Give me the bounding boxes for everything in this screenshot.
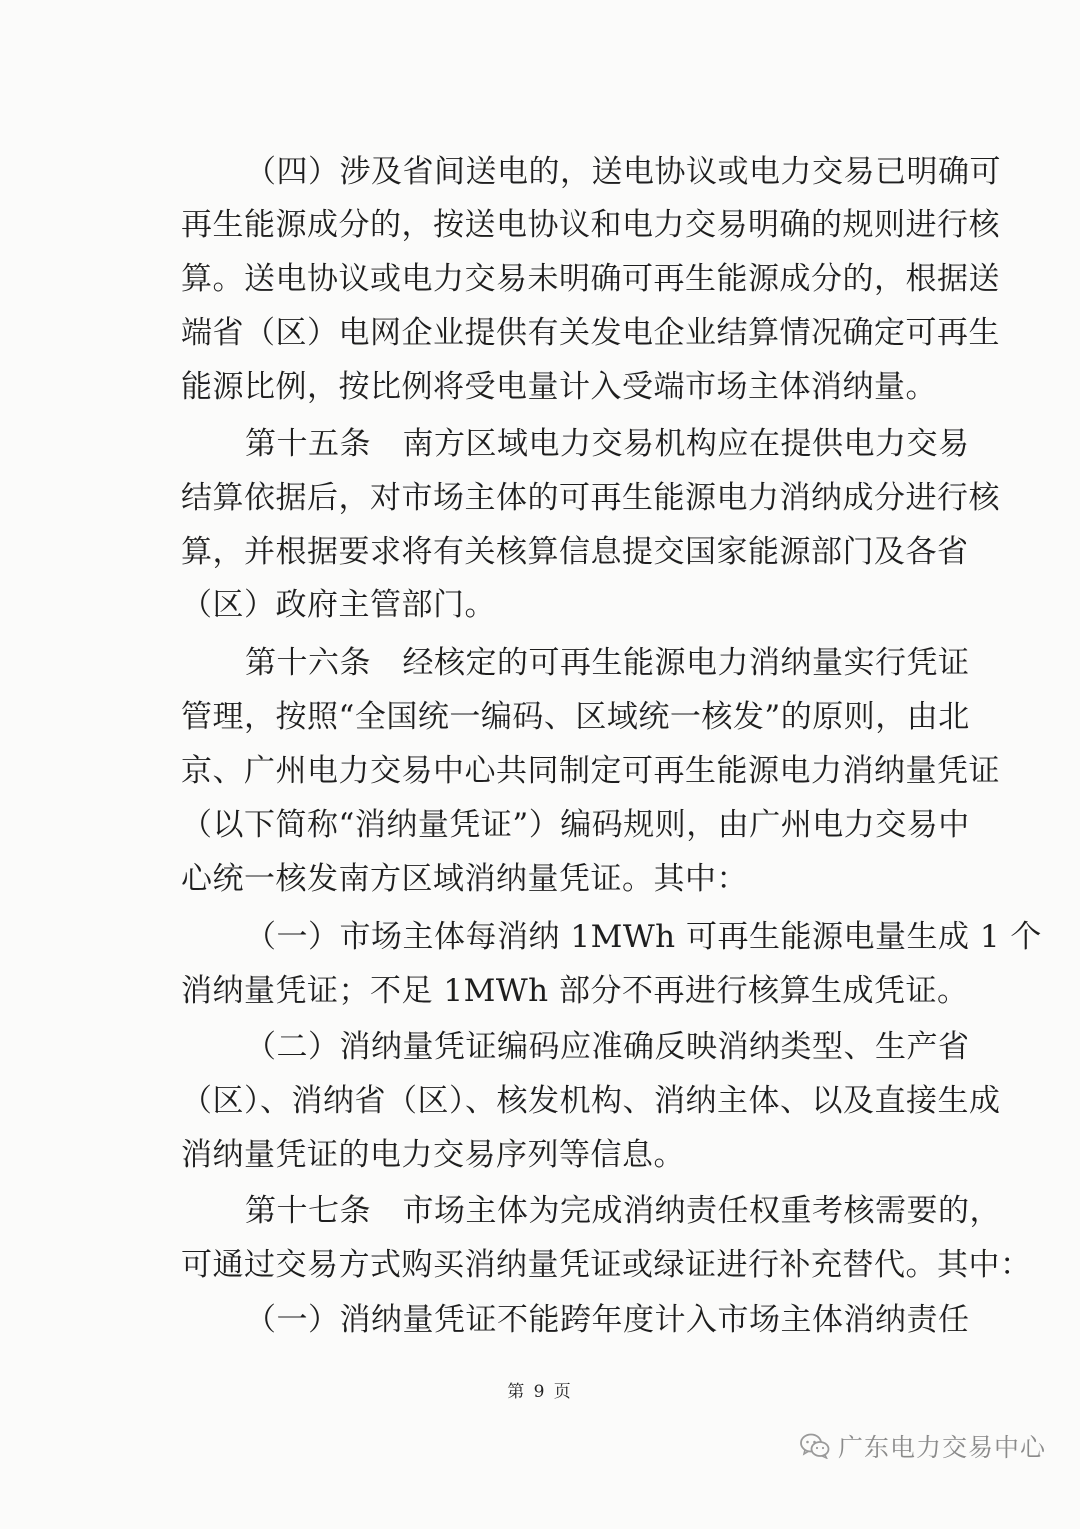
text-line: 心统一核发南方区域消纳量凭证。其中： xyxy=(181,861,748,897)
text-line: （以下简称“消纳量凭证”）编码规则，由广州电力交易中 xyxy=(181,807,970,843)
text-line: 结算依据后，对市场主体的可再生能源电力消纳成分进行核 xyxy=(181,480,1000,516)
text-line: （四）涉及省间送电的，送电协议或电力交易已明确可 xyxy=(245,154,1001,190)
watermark xyxy=(800,1426,1046,1466)
text-line: （一）消纳量凭证不能跨年度计入市场主体消纳责任 xyxy=(245,1302,970,1338)
text-line: 第十五条 南方区域电力交易机构应在提供电力交易 xyxy=(245,426,970,462)
text-line: （区）政府主管部门。 xyxy=(181,587,496,623)
text-line: 端省（区）电网企业提供有关发电企业结算情况确定可再生 xyxy=(181,315,1000,351)
wechat-icon xyxy=(800,1433,830,1459)
text-line: 算。送电协议或电力交易未明确可再生能源成分的，根据送 xyxy=(181,261,1000,297)
text-line: （一）市场主体每消纳 1MWh 可再生能源电量生成 1 个 xyxy=(245,919,1042,955)
text-line: 第十七条 市场主体为完成消纳责任权重考核需要的， xyxy=(245,1193,1001,1229)
text-line: （二）消纳量凭证编码应准确反映消纳类型、生产省 xyxy=(245,1029,970,1065)
text-line: 再生能源成分的，按送电协议和电力交易明确的规则进行核 xyxy=(181,207,1000,243)
text-line: （区）、消纳省（区）、核发机构、消纳主体、以及直接生成 xyxy=(181,1083,1001,1119)
watermark-text: 广东电力交易中心 xyxy=(838,1433,1047,1462)
text-line: 第十六条 经核定的可再生能源电力消纳量实行凭证 xyxy=(245,645,970,681)
text-line: 可通过交易方式购买消纳量凭证或绿证进行补充替代。其中： xyxy=(181,1247,1032,1283)
page-number: 第 9 页 xyxy=(507,1382,573,1402)
text-line: 能源比例，按比例将受电量计入受端市场主体消纳量。 xyxy=(181,369,937,405)
text-line: 京、广州电力交易中心共同制定可再生能源电力消纳量凭证 xyxy=(181,753,1000,789)
text-line: 管理，按照“全国统一编码、区域统一核发”的原则，由北 xyxy=(181,699,970,735)
text-line: 消纳量凭证；不足 1MWh 部分不再进行核算生成凭证。 xyxy=(181,973,969,1009)
text-line: 消纳量凭证的电力交易序列等信息。 xyxy=(181,1137,685,1173)
text-line: 算，并根据要求将有关核算信息提交国家能源部门及各省 xyxy=(181,534,969,570)
